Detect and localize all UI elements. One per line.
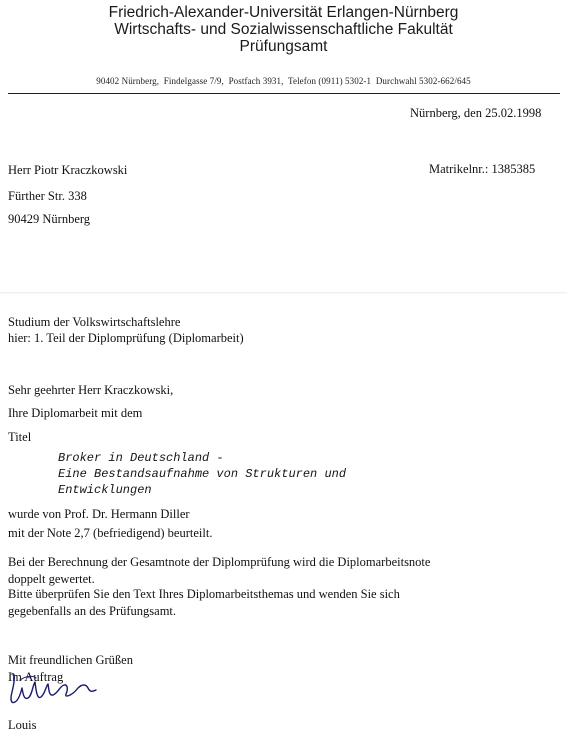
paragraph-3-line-2: gegebenfalls an des Prüfungsamt. xyxy=(8,604,177,618)
salutation: Sehr geehrter Herr Kraczkowski, xyxy=(8,383,174,397)
matrikel-number: Matrikelnr.: 1385385 xyxy=(429,162,536,176)
letter-date: Nürnberg, den 25.02.1998 xyxy=(410,106,542,120)
recipient-street: Fürther Str. 338 xyxy=(8,189,87,203)
thesis-title-line-1: Broker in Deutschland - xyxy=(58,451,224,465)
handwritten-signature xyxy=(6,670,106,712)
thesis-title-line-2: Eine Bestandsaufnahme von Strukturen und xyxy=(58,467,347,481)
paragraph-2-line-1: Bei der Berechnung der Gesamtnote der Diplomprüfung wird die Diplomarbeitsnote xyxy=(8,555,431,569)
grade-line: mit der Note 2,7 (befriedigend) beurteilt. xyxy=(8,526,213,540)
graded-by: wurde von Prof. Dr. Hermann Diller xyxy=(8,507,190,521)
recipient-name: Herr Piotr Kraczkowski xyxy=(8,163,128,177)
subject-line-2: hier: 1. Teil der Diplomprüfung (Diplomarbeit) xyxy=(8,331,244,345)
faculty-name: Wirtschafts- und Sozialwissenschaftliche Fakultät xyxy=(114,21,453,38)
paper-fold xyxy=(0,292,567,294)
recipient-city: 90429 Nürnberg xyxy=(8,212,91,226)
office-name: Prüfungsamt xyxy=(239,38,328,55)
closing-auftrag: Im Auftrag xyxy=(8,670,64,684)
signer-name: Louis xyxy=(8,718,37,732)
titel-label: Titel xyxy=(8,430,32,444)
intro-text: Ihre Diplomarbeit mit dem xyxy=(8,406,143,420)
paragraph-2-line-2: doppelt gewertet. xyxy=(8,572,95,586)
thesis-title-line-3: Entwicklungen xyxy=(58,483,152,497)
university-name: Friedrich-Alexander-Universität Erlangen-Nürnberg xyxy=(108,4,459,21)
closing-greeting: Mit freundlichen Grüßen xyxy=(8,653,133,667)
office-address: 90402 Nürnberg, Findelgasse 7/9, Postfach 3931, Telefon (0911) 5302-1 Durchwahl 5302-662/645 xyxy=(96,76,471,86)
subject-line-1: Studium der Volkswirtschaftslehre xyxy=(8,315,181,329)
header-divider xyxy=(8,93,560,94)
paragraph-3-line-1: Bitte überprüfen Sie den Text Ihres Diplomarbeitsthemas und wenden Sie sich xyxy=(8,587,400,601)
